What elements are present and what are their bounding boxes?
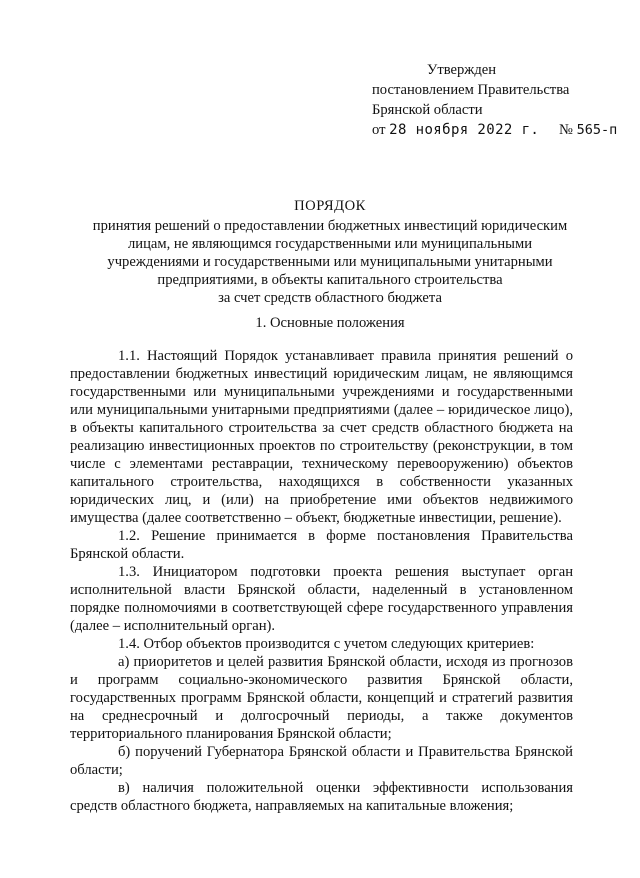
approval-line-1: Утвержден	[427, 62, 497, 78]
section-heading: 1. Основные положения	[255, 315, 405, 331]
subtitle-line-3: учреждениями и государственными или муниципальными унитарными	[107, 254, 553, 270]
paragraph-1-3: 1.3. Инициатором подготовки проекта решения выступает орган исполнительной власти Брянской области, наделенный в установленном порядке полномочиями в соответствующей сфере государственного управления (далее – исполнительный орган).	[70, 564, 573, 634]
handwritten-date: 28 ноября 2022 г.	[389, 122, 540, 138]
criterion-a: а) приоритетов и целей развития Брянской области, исходя из прогнозов и программ социально-экономического развития Брянской области, государственных программ Брянской области, концепций и стратегий развития на среднесрочный и долгосрочный периоды, а также документов территориального планирования Брянской области;	[70, 654, 573, 742]
approval-block	[372, 60, 569, 140]
document-body	[70, 347, 573, 815]
paragraph-1-2: 1.2. Решение принимается в форме постановления Правительства Брянской области.	[70, 528, 573, 562]
subtitle-line-5: за счет средств областного бюджета	[218, 290, 442, 306]
subtitle-line-1: принятия решений о предоставлении бюджетных инвестиций юридическим	[92, 218, 568, 234]
paragraph-1-1: 1.1. Настоящий Порядок устанавливает правила принятия решений о предоставлении бюджетных инвестиций юридическим лицам, не являющимся государственными или муниципальными учреждениями и государственными или муниципальными унитарными предприятиями (далее – юридическое лицо), в объекты капитального строительства за счет средств областного бюджета на реализацию инвестиционных проектов по строительству (реконструкции, в том числе с элементами реставрации, техническому перевооружению) объектов капитального строительства, находящихся в собственности указанных юридических лиц, и (или) на приобретение ими объектов недвижимого имущества (далее соответственно – объект, бюджетные инвестиции, решение).	[70, 348, 573, 526]
criterion-v: в) наличия положительной оценки эффективности использования средств областного бюджета, направляемых на капитальные вложения;	[70, 780, 573, 814]
approval-line-2: постановлением Правительства	[372, 82, 570, 98]
number-label: №	[559, 122, 573, 138]
document-title: ПОРЯДОК	[294, 198, 366, 214]
document-subtitle	[60, 217, 600, 307]
date-prefix: от	[372, 122, 386, 138]
paragraph-1-4: 1.4. Отбор объектов производится с учетом следующих критериев:	[118, 636, 535, 652]
handwritten-number: 565-п	[576, 122, 618, 138]
resolution-number	[559, 120, 617, 140]
subtitle-line-4: предприятиями, в объекты капитального строительства	[157, 272, 503, 288]
approval-date-line	[372, 120, 569, 140]
approval-line-3: Брянской области	[372, 102, 483, 118]
subtitle-line-2: лицам, не являющимся государственными или муниципальными	[127, 236, 532, 252]
criterion-b: б) поручений Губернатора Брянской области и Правительства Брянской области;	[70, 744, 573, 778]
